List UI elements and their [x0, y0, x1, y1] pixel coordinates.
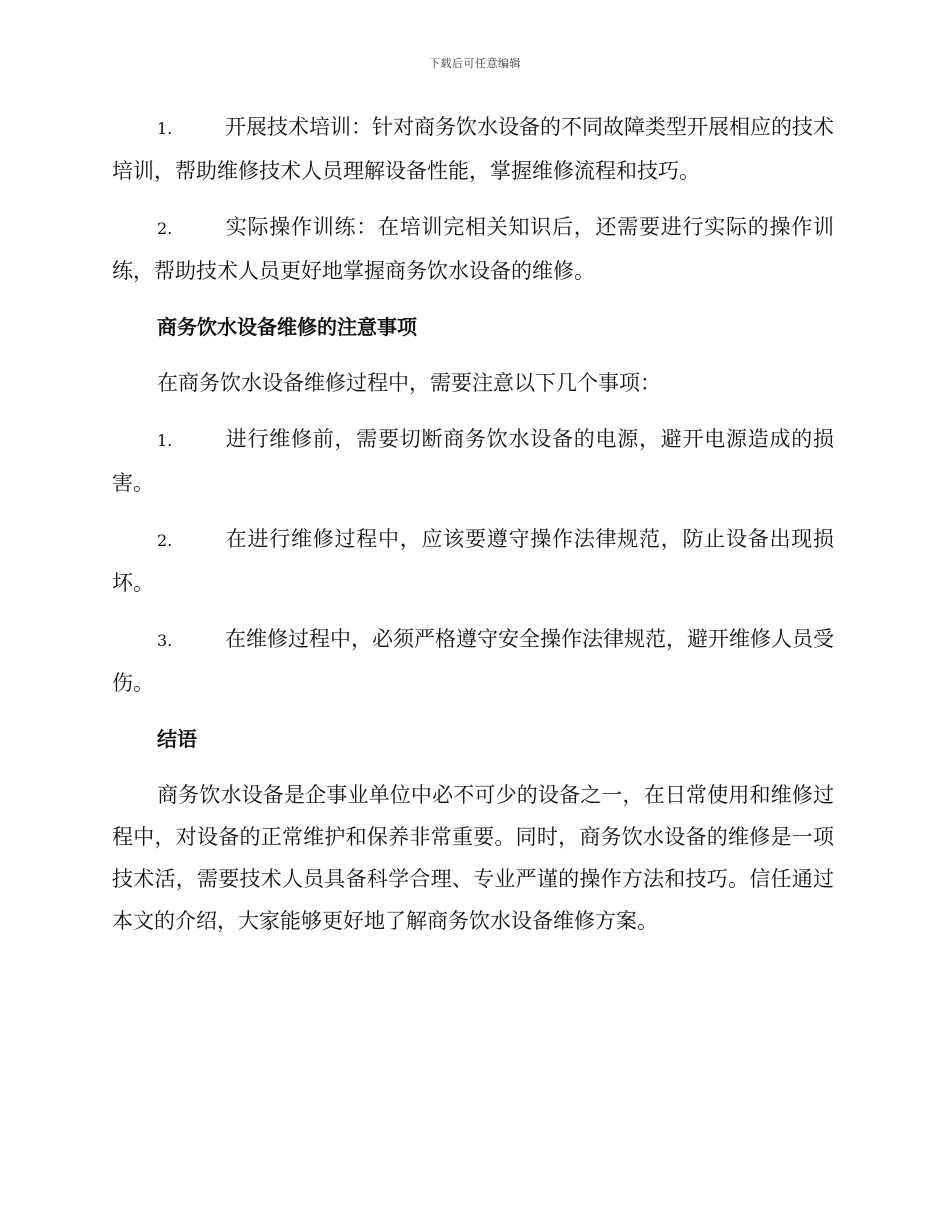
list-item-text: 在进行维修过程中，应该要遵守操作法律规范，防止设备出现损坏。: [112, 527, 834, 595]
list-item-number: 1.: [157, 119, 173, 138]
list-item-number: 2.: [157, 531, 173, 550]
conclusion-paragraph: 商务饮水设备是企事业单位中必不可少的设备之一，在日常使用和维修过程中，对设备的正常维护和保养非常重要。同时，商务饮水设备的维修是一项技术活，需要技术人员具备科学合理、专业严谨的操作方法和技巧。信任通过本文的介绍，大家能够更好地了解商务饮水设备维修方案。: [112, 783, 834, 933]
list-item: [112, 418, 834, 504]
list-item: [112, 518, 834, 604]
list-item-text: 开展技术培训：针对商务饮水设备的不同故障类型开展相应的技术培训，帮助维修技术人员理解设备性能，掌握维修流程和技巧。: [112, 115, 834, 183]
list-item: [112, 206, 834, 292]
section-intro-paragraph: 在商务饮水设备维修过程中，需要注意以下几个事项：: [157, 371, 661, 395]
list-item: [112, 106, 834, 192]
list-item-number: 1.: [157, 431, 173, 450]
list-item-number: 2.: [157, 219, 173, 238]
list-item-number: 3.: [157, 631, 173, 650]
list-item: [112, 618, 834, 704]
list-item-text: 在维修过程中，必须严格遵守安全操作法律规范，避开维修人员受伤。: [112, 627, 834, 695]
page-header-note: 下载后可任意编辑: [429, 57, 521, 70]
list-item-text: 实际操作训练：在培训完相关知识后，还需要进行实际的操作训练，帮助技术人员更好地掌握商务饮水设备的维修。: [112, 215, 834, 283]
section-heading-notes: 商务饮水设备维修的注意事项: [157, 315, 417, 339]
list-item-text: 进行维修前，需要切断商务饮水设备的电源，避开电源造成的损害。: [112, 427, 834, 495]
document-body: [112, 106, 834, 956]
section-heading-conclusion: 结语: [157, 727, 197, 751]
